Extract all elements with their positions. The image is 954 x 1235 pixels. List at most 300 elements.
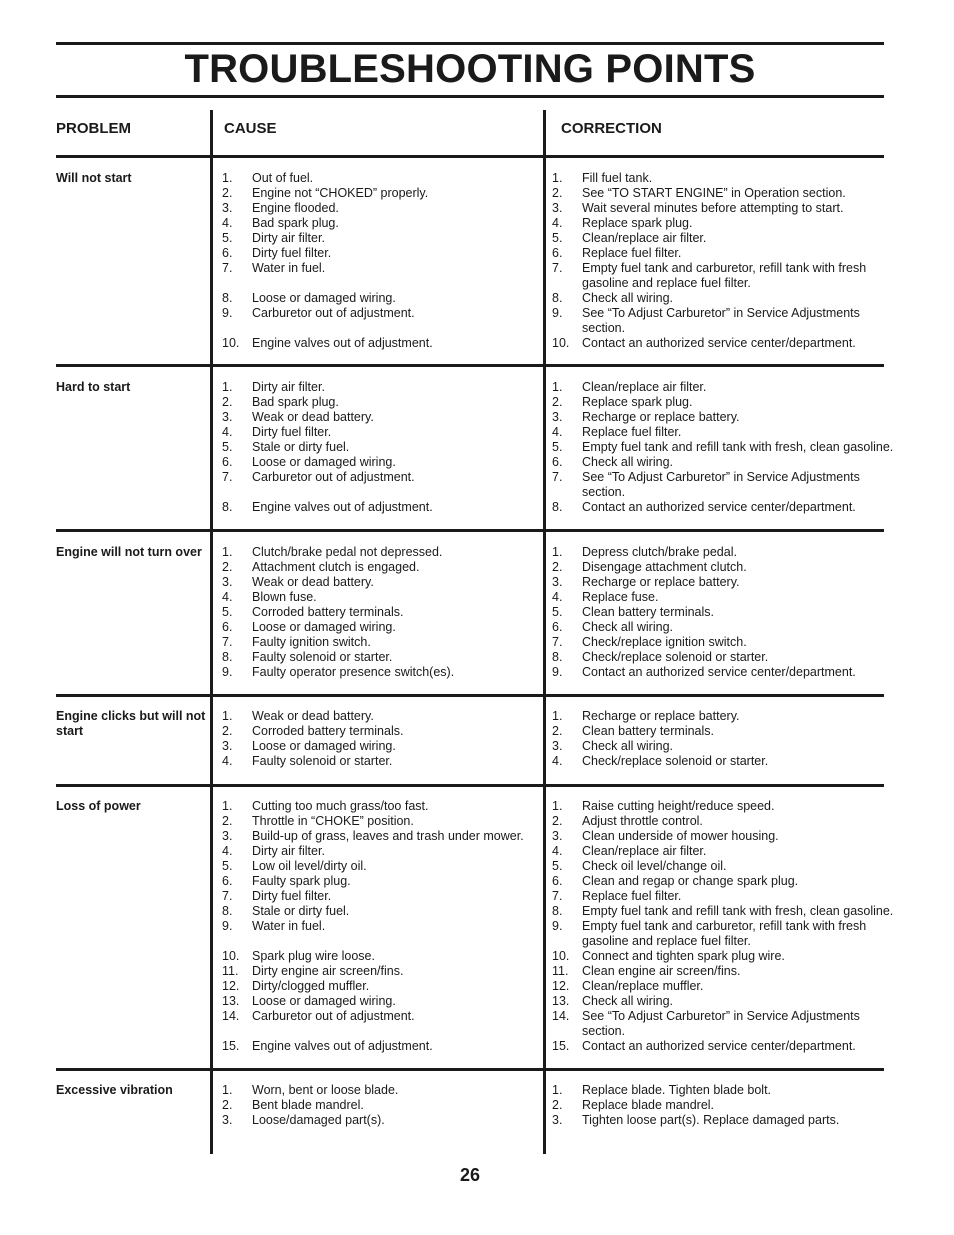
item-text: Clean/replace air filter.: [582, 844, 707, 858]
list-item: [552, 575, 894, 590]
item-number: 1.: [552, 380, 563, 394]
item-number: 8.: [552, 904, 563, 918]
item-number: 10.: [552, 949, 570, 963]
list-item: [552, 590, 894, 605]
correction-list: [552, 171, 894, 351]
list-item: [222, 261, 538, 276]
item-number: 2.: [552, 395, 563, 409]
list-item: [222, 605, 538, 620]
item-text: Dirty engine air screen/fins.: [252, 964, 404, 978]
item-text: Replace spark plug.: [582, 395, 693, 409]
item-number: 1.: [552, 1083, 563, 1097]
row-divider: [56, 694, 211, 697]
problem-label: Excessive vibration: [56, 1083, 173, 1097]
list-item: [552, 216, 894, 231]
item-number: 8.: [222, 650, 233, 664]
item-text: See “To Adjust Carburetor” in Service Adjustments section.: [582, 1009, 860, 1038]
item-number: 7.: [552, 635, 563, 649]
item-text: Fill fuel tank.: [582, 171, 653, 185]
cause-list: [222, 380, 538, 515]
item-text: Replace spark plug.: [582, 216, 693, 230]
item-text: Blown fuse.: [252, 590, 317, 604]
item-text: See “To Adjust Carburetor” in Service Adjustments section.: [582, 470, 860, 499]
list-item: [552, 201, 894, 216]
item-text: Depress clutch/brake pedal.: [582, 545, 737, 559]
problem-label: Hard to start: [56, 380, 131, 394]
item-number: 11.: [222, 964, 239, 978]
item-number: 7.: [222, 889, 233, 903]
row-divider: [212, 784, 544, 787]
list-item: [222, 739, 538, 754]
item-number: 4.: [222, 844, 233, 858]
item-number: 3.: [222, 739, 233, 753]
row-divider: [56, 529, 211, 532]
item-text: Contact an authorized service center/department.: [582, 1039, 856, 1053]
list-item: [222, 291, 538, 306]
list-item: [222, 754, 538, 769]
item-text: Check/replace ignition switch.: [582, 635, 747, 649]
item-text: See “TO START ENGINE” in Operation section.: [582, 186, 846, 200]
header-cause: CAUSE: [224, 120, 277, 137]
item-number: 2.: [222, 724, 233, 738]
item-number: 4.: [552, 754, 563, 768]
item-text: Raise cutting height/reduce speed.: [582, 799, 775, 813]
problem-label: Engine will not turn over: [56, 545, 202, 559]
list-item: [222, 1039, 538, 1054]
list-item: [222, 560, 538, 575]
item-text: Check all wiring.: [582, 291, 674, 305]
list-item: [552, 814, 894, 829]
row-divider: [545, 694, 884, 697]
item-text: Clean battery terminals.: [582, 724, 715, 738]
list-item: [222, 799, 538, 814]
item-text: Loose or damaged wiring.: [252, 620, 396, 634]
list-item: [552, 231, 894, 246]
item-number: 7.: [222, 261, 233, 275]
column-divider-cause-correction: [543, 110, 546, 1154]
list-item: [222, 1098, 538, 1113]
list-item: [552, 724, 894, 739]
item-text: Clean battery terminals.: [582, 605, 715, 619]
item-text: Engine not “CHOKED” properly.: [252, 186, 429, 200]
list-item: [552, 605, 894, 620]
item-text: Loose or damaged wiring.: [252, 291, 396, 305]
list-item: [552, 410, 894, 425]
item-number: 3.: [552, 829, 563, 843]
item-text: Replace fuel filter.: [582, 889, 682, 903]
item-text: Low oil level/dirty oil.: [252, 859, 367, 873]
item-text: Loose or damaged wiring.: [252, 739, 396, 753]
list-item: [552, 336, 894, 351]
list-item: [552, 171, 894, 186]
item-text: Dirty/clogged muffler.: [252, 979, 370, 993]
item-text: Clean engine air screen/fins.: [582, 964, 741, 978]
cause-list: [222, 545, 538, 680]
problem-label: Engine clicks but will not start: [56, 709, 206, 738]
item-number: 14.: [222, 1009, 240, 1023]
item-number: 5.: [222, 859, 233, 873]
list-item: [552, 994, 894, 1009]
item-number: 13.: [222, 994, 240, 1008]
correction-list: [552, 709, 894, 769]
item-text: Carburetor out of adjustment.: [252, 306, 415, 320]
item-number: 7.: [552, 889, 563, 903]
list-item: [222, 380, 538, 395]
item-text: Connect and tighten spark plug wire.: [582, 949, 785, 963]
correction-list: [552, 799, 894, 1054]
item-number: 8.: [552, 650, 563, 664]
list-item: [222, 575, 538, 590]
list-item: [552, 395, 894, 410]
item-number: 3.: [552, 201, 563, 215]
item-number: 13.: [552, 994, 570, 1008]
item-number: 4.: [222, 590, 233, 604]
item-number: 2.: [222, 560, 233, 574]
item-text: Weak or dead battery.: [252, 709, 374, 723]
item-number: 6.: [552, 620, 563, 634]
item-number: 4.: [552, 590, 563, 604]
list-item: [222, 1009, 538, 1024]
item-number: 3.: [552, 739, 563, 753]
list-item: [222, 844, 538, 859]
item-text: Faulty ignition switch.: [252, 635, 371, 649]
list-item: [222, 231, 538, 246]
correction-list: [552, 545, 894, 680]
item-number: 1.: [222, 171, 233, 185]
item-number: 8.: [222, 500, 233, 514]
item-text: Check all wiring.: [582, 739, 674, 753]
item-text: Faulty solenoid or starter.: [252, 650, 393, 664]
item-number: 8.: [552, 291, 563, 305]
item-number: 3.: [222, 575, 233, 589]
row-divider: [545, 1068, 884, 1071]
item-text: Recharge or replace battery.: [582, 709, 740, 723]
item-number: 2.: [222, 1098, 233, 1112]
item-number: 1.: [552, 171, 563, 185]
list-item: [222, 425, 538, 440]
item-number: 9.: [552, 665, 563, 679]
item-text: Dirty fuel filter.: [252, 246, 332, 260]
item-text: Recharge or replace battery.: [582, 410, 740, 424]
item-number: 5.: [222, 231, 233, 245]
list-item: [222, 709, 538, 724]
list-item: [222, 620, 538, 635]
item-number: 1.: [222, 799, 233, 813]
list-item: [552, 306, 894, 336]
item-number: 9.: [222, 665, 233, 679]
list-item: [552, 650, 894, 665]
item-number: 3.: [222, 410, 233, 424]
list-item: [222, 919, 538, 934]
item-number: 4.: [552, 425, 563, 439]
item-text: Clean and regap or change spark plug.: [582, 874, 799, 888]
item-number: 7.: [552, 470, 563, 484]
list-item: [222, 336, 538, 351]
list-item: [552, 291, 894, 306]
item-number: 5.: [552, 231, 563, 245]
item-text: Weak or dead battery.: [252, 410, 374, 424]
item-text: Clutch/brake pedal not depressed.: [252, 545, 443, 559]
item-number: 15.: [552, 1039, 570, 1053]
item-number: 7.: [222, 470, 233, 484]
item-text: Replace blade. Tighten blade bolt.: [582, 1083, 772, 1097]
item-text: Clean/replace muffler.: [582, 979, 704, 993]
list-item: [552, 665, 894, 680]
item-text: Faulty spark plug.: [252, 874, 351, 888]
item-number: 5.: [552, 605, 563, 619]
list-item: [222, 440, 538, 455]
item-text: Dirty air filter.: [252, 844, 325, 858]
list-item: [222, 964, 538, 979]
list-item: [552, 635, 894, 650]
item-number: 1.: [552, 545, 563, 559]
list-item: [222, 201, 538, 216]
item-text: Out of fuel.: [252, 171, 314, 185]
item-number: 2.: [552, 1098, 563, 1112]
item-number: 1.: [552, 709, 563, 723]
list-item: [552, 1113, 894, 1128]
item-number: 4.: [222, 216, 233, 230]
item-text: Dirty air filter.: [252, 380, 325, 394]
row-divider: [545, 529, 884, 532]
item-text: Stale or dirty fuel.: [252, 440, 350, 454]
item-text: Engine valves out of adjustment.: [252, 336, 433, 350]
list-item: [222, 455, 538, 470]
item-text: Bent blade mandrel.: [252, 1098, 364, 1112]
item-number: 2.: [222, 814, 233, 828]
item-text: Dirty air filter.: [252, 231, 325, 245]
list-item: [552, 919, 894, 949]
item-number: 3.: [552, 410, 563, 424]
list-item: [222, 859, 538, 874]
item-text: Clean/replace air filter.: [582, 380, 707, 394]
column-divider-problem-cause: [210, 110, 213, 1154]
item-text: Water in fuel.: [252, 919, 326, 933]
item-number: 2.: [552, 560, 563, 574]
item-number: 2.: [552, 724, 563, 738]
list-item: [222, 306, 538, 321]
item-number: 1.: [222, 709, 233, 723]
item-number: 6.: [552, 455, 563, 469]
list-item: [552, 859, 894, 874]
list-item: [222, 994, 538, 1009]
row-divider: [545, 364, 884, 367]
row-divider: [56, 1068, 211, 1071]
list-item: [222, 590, 538, 605]
item-number: 6.: [222, 874, 233, 888]
cause-list: [222, 171, 538, 351]
list-item: [222, 186, 538, 201]
header-rule-cause: [212, 155, 544, 158]
item-text: Loose or damaged wiring.: [252, 994, 396, 1008]
item-text: Loose or damaged wiring.: [252, 455, 396, 469]
list-item: [222, 979, 538, 994]
list-item: [552, 964, 894, 979]
item-text: Engine valves out of adjustment.: [252, 500, 433, 514]
list-item: [552, 246, 894, 261]
item-text: Empty fuel tank and carburetor, refill tank with fresh gasoline and replace fuel filter.: [582, 919, 867, 948]
item-text: Throttle in “CHOKE” position.: [252, 814, 414, 828]
item-number: 15.: [222, 1039, 240, 1053]
item-text: Check oil level/change oil.: [582, 859, 727, 873]
list-item: [222, 665, 538, 680]
list-item: [222, 635, 538, 650]
problem-label: Will not start: [56, 171, 132, 185]
list-item: [222, 500, 538, 515]
item-number: 1.: [222, 545, 233, 559]
item-number: 3.: [222, 201, 233, 215]
list-item: [222, 395, 538, 410]
row-divider: [212, 364, 544, 367]
list-item: [222, 470, 538, 485]
list-item: [552, 1009, 894, 1039]
list-item: [552, 979, 894, 994]
row-divider: [56, 784, 211, 787]
problem-label: Loss of power: [56, 799, 141, 813]
list-item: [222, 410, 538, 425]
item-text: Check/replace solenoid or starter.: [582, 754, 769, 768]
list-item: [552, 380, 894, 395]
item-text: Check/replace solenoid or starter.: [582, 650, 769, 664]
item-text: Loose/damaged part(s).: [252, 1113, 385, 1127]
item-text: Recharge or replace battery.: [582, 575, 740, 589]
row-divider: [212, 1068, 544, 1071]
item-number: 1.: [222, 380, 233, 394]
item-text: Check all wiring.: [582, 455, 674, 469]
item-number: 6.: [222, 455, 233, 469]
list-item: [552, 874, 894, 889]
item-number: 8.: [222, 904, 233, 918]
item-number: 11.: [552, 964, 569, 978]
item-number: 10.: [552, 336, 570, 350]
item-text: Replace fuse.: [582, 590, 659, 604]
list-item: [222, 949, 538, 964]
item-number: 2.: [552, 814, 563, 828]
item-number: 2.: [222, 186, 233, 200]
title-rule: [56, 95, 884, 98]
row-divider: [56, 364, 211, 367]
list-item: [552, 949, 894, 964]
list-item: [552, 1039, 894, 1054]
item-text: Cutting too much grass/too fast.: [252, 799, 429, 813]
item-text: Check all wiring.: [582, 620, 674, 634]
item-text: Spark plug wire loose.: [252, 949, 375, 963]
item-number: 12.: [222, 979, 240, 993]
item-number: 4.: [222, 425, 233, 439]
header-rule-correction: [545, 155, 884, 158]
item-number: 2.: [222, 395, 233, 409]
list-item: [552, 739, 894, 754]
item-text: Faulty operator presence switch(es).: [252, 665, 455, 679]
list-item: [552, 904, 894, 919]
item-number: 8.: [222, 291, 233, 305]
list-item: [552, 620, 894, 635]
item-number: 3.: [222, 1113, 233, 1127]
item-text: Empty fuel tank and carburetor, refill tank with fresh gasoline and replace fuel filter.: [582, 261, 867, 290]
item-text: Empty fuel tank and refill tank with fresh, clean gasoline.: [582, 904, 894, 918]
list-item: [552, 754, 894, 769]
item-text: Water in fuel.: [252, 261, 326, 275]
item-text: Empty fuel tank and refill tank with fresh, clean gasoline.: [582, 440, 894, 454]
item-text: Wait several minutes before attempting to start.: [582, 201, 844, 215]
item-text: Contact an authorized service center/department.: [582, 336, 856, 350]
item-number: 5.: [552, 859, 563, 873]
item-text: Attachment clutch is engaged.: [252, 560, 420, 574]
item-number: 14.: [552, 1009, 570, 1023]
item-number: 9.: [222, 306, 233, 320]
item-text: Clean underside of mower housing.: [582, 829, 779, 843]
item-number: 10.: [222, 336, 240, 350]
cause-list: [222, 1083, 538, 1128]
list-item: [222, 904, 538, 919]
item-number: 6.: [222, 246, 233, 260]
item-text: Dirty fuel filter.: [252, 889, 332, 903]
list-item: [552, 261, 894, 291]
list-item: [552, 455, 894, 470]
item-text: Carburetor out of adjustment.: [252, 1009, 415, 1023]
list-item: [222, 246, 538, 261]
item-text: Dirty fuel filter.: [252, 425, 332, 439]
item-number: 9.: [552, 306, 563, 320]
item-text: Contact an authorized service center/department.: [582, 665, 856, 679]
item-text: Engine flooded.: [252, 201, 339, 215]
cause-list: [222, 799, 538, 1054]
item-number: 5.: [552, 440, 563, 454]
row-divider: [212, 694, 544, 697]
list-item: [222, 889, 538, 904]
item-text: Replace fuel filter.: [582, 246, 682, 260]
item-number: 1.: [222, 1083, 233, 1097]
item-number: 4.: [552, 844, 563, 858]
item-number: 10.: [222, 949, 240, 963]
item-text: Stale or dirty fuel.: [252, 904, 350, 918]
item-text: Carburetor out of adjustment.: [252, 470, 415, 484]
list-item: [552, 425, 894, 440]
list-item: [552, 470, 894, 500]
list-item: [552, 1098, 894, 1113]
item-text: Faulty solenoid or starter.: [252, 754, 393, 768]
item-text: Replace fuel filter.: [582, 425, 682, 439]
correction-list: [552, 380, 894, 515]
item-number: 7.: [222, 635, 233, 649]
item-number: 6.: [222, 620, 233, 634]
item-number: 5.: [222, 605, 233, 619]
item-text: Contact an authorized service center/department.: [582, 500, 856, 514]
header-rule-problem: [56, 155, 211, 158]
list-item: [222, 545, 538, 560]
list-item: [552, 844, 894, 859]
item-number: 6.: [552, 874, 563, 888]
item-number: 4.: [552, 216, 563, 230]
list-item: [222, 874, 538, 889]
item-number: 3.: [552, 1113, 563, 1127]
item-number: 5.: [222, 440, 233, 454]
item-text: Adjust throttle control.: [582, 814, 703, 828]
item-text: Clean/replace air filter.: [582, 231, 707, 245]
item-number: 1.: [552, 799, 563, 813]
item-text: Build-up of grass, leaves and trash under mower.: [252, 829, 524, 843]
item-text: Disengage attachment clutch.: [582, 560, 747, 574]
row-divider: [212, 529, 544, 532]
item-number: 3.: [222, 829, 233, 843]
item-text: Corroded battery terminals.: [252, 605, 404, 619]
list-item: [222, 216, 538, 231]
list-item: [222, 650, 538, 665]
list-item: [552, 440, 894, 455]
list-item: [222, 171, 538, 186]
item-number: 12.: [552, 979, 570, 993]
item-text: Corroded battery terminals.: [252, 724, 404, 738]
